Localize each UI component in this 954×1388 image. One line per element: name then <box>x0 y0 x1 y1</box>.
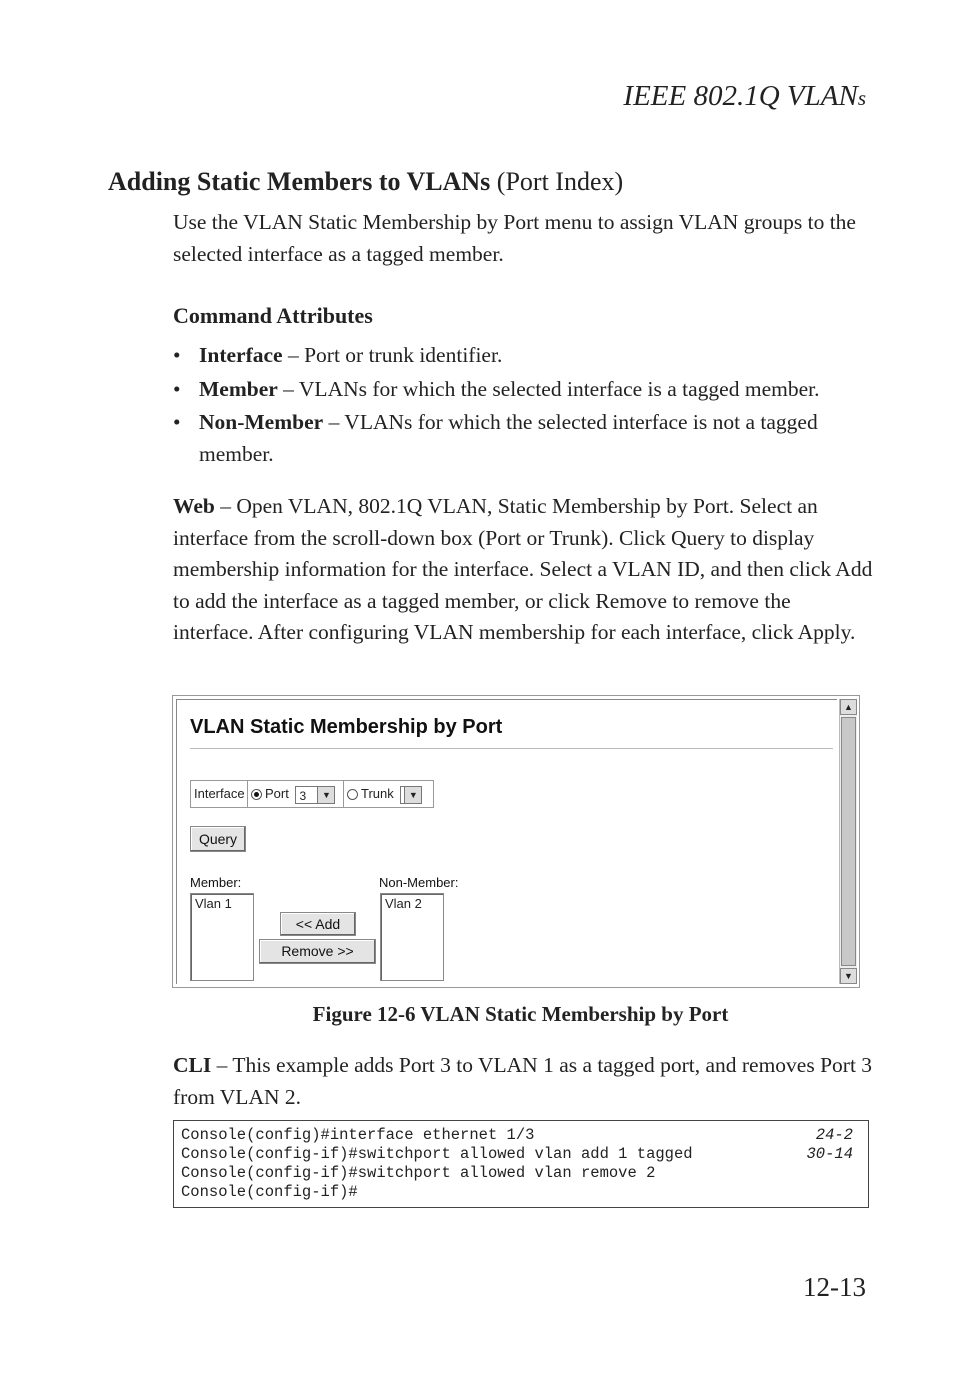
screenshot-frame <box>176 699 837 984</box>
scroll-thumb[interactable] <box>841 717 856 966</box>
scroll-down-icon[interactable]: ▼ <box>840 968 857 984</box>
header-title: IEEE 802.1Q VLAN <box>623 80 858 112</box>
trunk-radio[interactable] <box>347 789 358 800</box>
intro-paragraph: Use the VLAN Static Membership by Port menu to assign VLAN groups to the selected interface as a tagged member. <box>173 210 856 266</box>
port-label: Port <box>265 786 289 801</box>
page-number: 12-13 <box>803 1272 866 1302</box>
code-ref: 24-2 <box>815 1126 853 1144</box>
section-title-rest: (Port Index) <box>490 167 624 196</box>
code-line <box>181 1126 861 1145</box>
attribute-term: Non-Member <box>199 410 324 434</box>
attributes-heading: Command Attributes <box>173 303 373 328</box>
code-text: Console(config-if)# <box>181 1183 358 1201</box>
code-text: Console(config)#interface ethernet 1/3 <box>181 1126 535 1144</box>
list-item[interactable]: Vlan 1 <box>195 896 232 911</box>
member-listbox[interactable] <box>190 893 254 981</box>
port-radio[interactable] <box>251 789 262 800</box>
scroll-up-icon[interactable]: ▲ <box>840 699 857 715</box>
port-option <box>248 781 344 807</box>
nonmember-label: Non-Member: <box>379 875 459 890</box>
remove-button[interactable]: Remove >> <box>259 939 376 964</box>
interface-selector <box>190 780 434 808</box>
list-item[interactable]: Vlan 2 <box>385 896 422 911</box>
query-button[interactable]: Query <box>190 826 246 852</box>
chevron-down-icon: ▼ <box>317 787 334 803</box>
vertical-scrollbar[interactable] <box>839 699 857 984</box>
section-title <box>108 167 623 197</box>
port-select[interactable] <box>295 786 335 804</box>
code-text: Console(config-if)#switchport allowed vlan add 1 tagged <box>181 1145 693 1163</box>
cli-text: – This example adds Port 3 to VLAN 1 as a tagged port, and removes Port 3 from VLAN 2. <box>173 1053 873 1109</box>
section-title-bold: Adding Static Members to VLANs <box>108 167 491 196</box>
add-button[interactable]: << Add <box>280 912 356 936</box>
port-select-value: 3 <box>299 788 307 803</box>
screenshot-title: VLAN Static Membership by Port <box>190 716 503 738</box>
code-line <box>181 1145 861 1164</box>
list-item <box>173 374 878 406</box>
web-paragraph <box>173 491 873 649</box>
chevron-down-icon: ▼ <box>404 787 421 803</box>
attribute-desc: – VLANs for which the selected interface is a tagged member. <box>277 376 820 401</box>
figure-caption: Figure 12-6 VLAN Static Membership by Port <box>312 1002 729 1026</box>
cli-label: CLI <box>173 1053 212 1077</box>
trunk-label: Trunk <box>361 786 394 801</box>
cli-paragraph <box>173 1050 873 1113</box>
running-header <box>623 80 866 113</box>
nonmember-listbox[interactable] <box>380 893 444 981</box>
list-item <box>173 407 878 470</box>
code-line <box>181 1183 861 1202</box>
code-text: Console(config-if)#switchport allowed vlan remove 2 <box>181 1164 656 1182</box>
interface-label: Interface <box>191 781 248 807</box>
list-item <box>173 340 878 372</box>
divider <box>190 748 833 749</box>
trunk-option <box>344 781 433 807</box>
member-label: Member: <box>190 875 242 890</box>
screenshot-figure <box>172 695 860 988</box>
code-ref: 30-14 <box>806 1145 853 1163</box>
header-title-suffix: s <box>857 86 866 110</box>
attribute-desc: – VLANs for which the selected interface is not a tagged member. <box>199 410 818 466</box>
attribute-term: Member <box>199 376 278 401</box>
attribute-desc: – Port or trunk identifier. <box>282 343 503 367</box>
web-label: Web <box>173 494 215 518</box>
code-line <box>181 1164 861 1183</box>
code-block <box>173 1120 869 1208</box>
trunk-select[interactable] <box>400 786 422 804</box>
web-text: – Open VLAN, 802.1Q VLAN, Static Membership by Port. Select an interface from the scroll-down box (Port or Trunk). Click Query to display membership information for the interface. Select a VLAN ID, and then click Add to add the interface as a tagged member, or click Remove to remove the interface. After configuring VLAN membership for each interface, click Apply. <box>173 494 873 644</box>
attributes-list <box>173 340 878 472</box>
attribute-term: Interface <box>199 343 283 367</box>
